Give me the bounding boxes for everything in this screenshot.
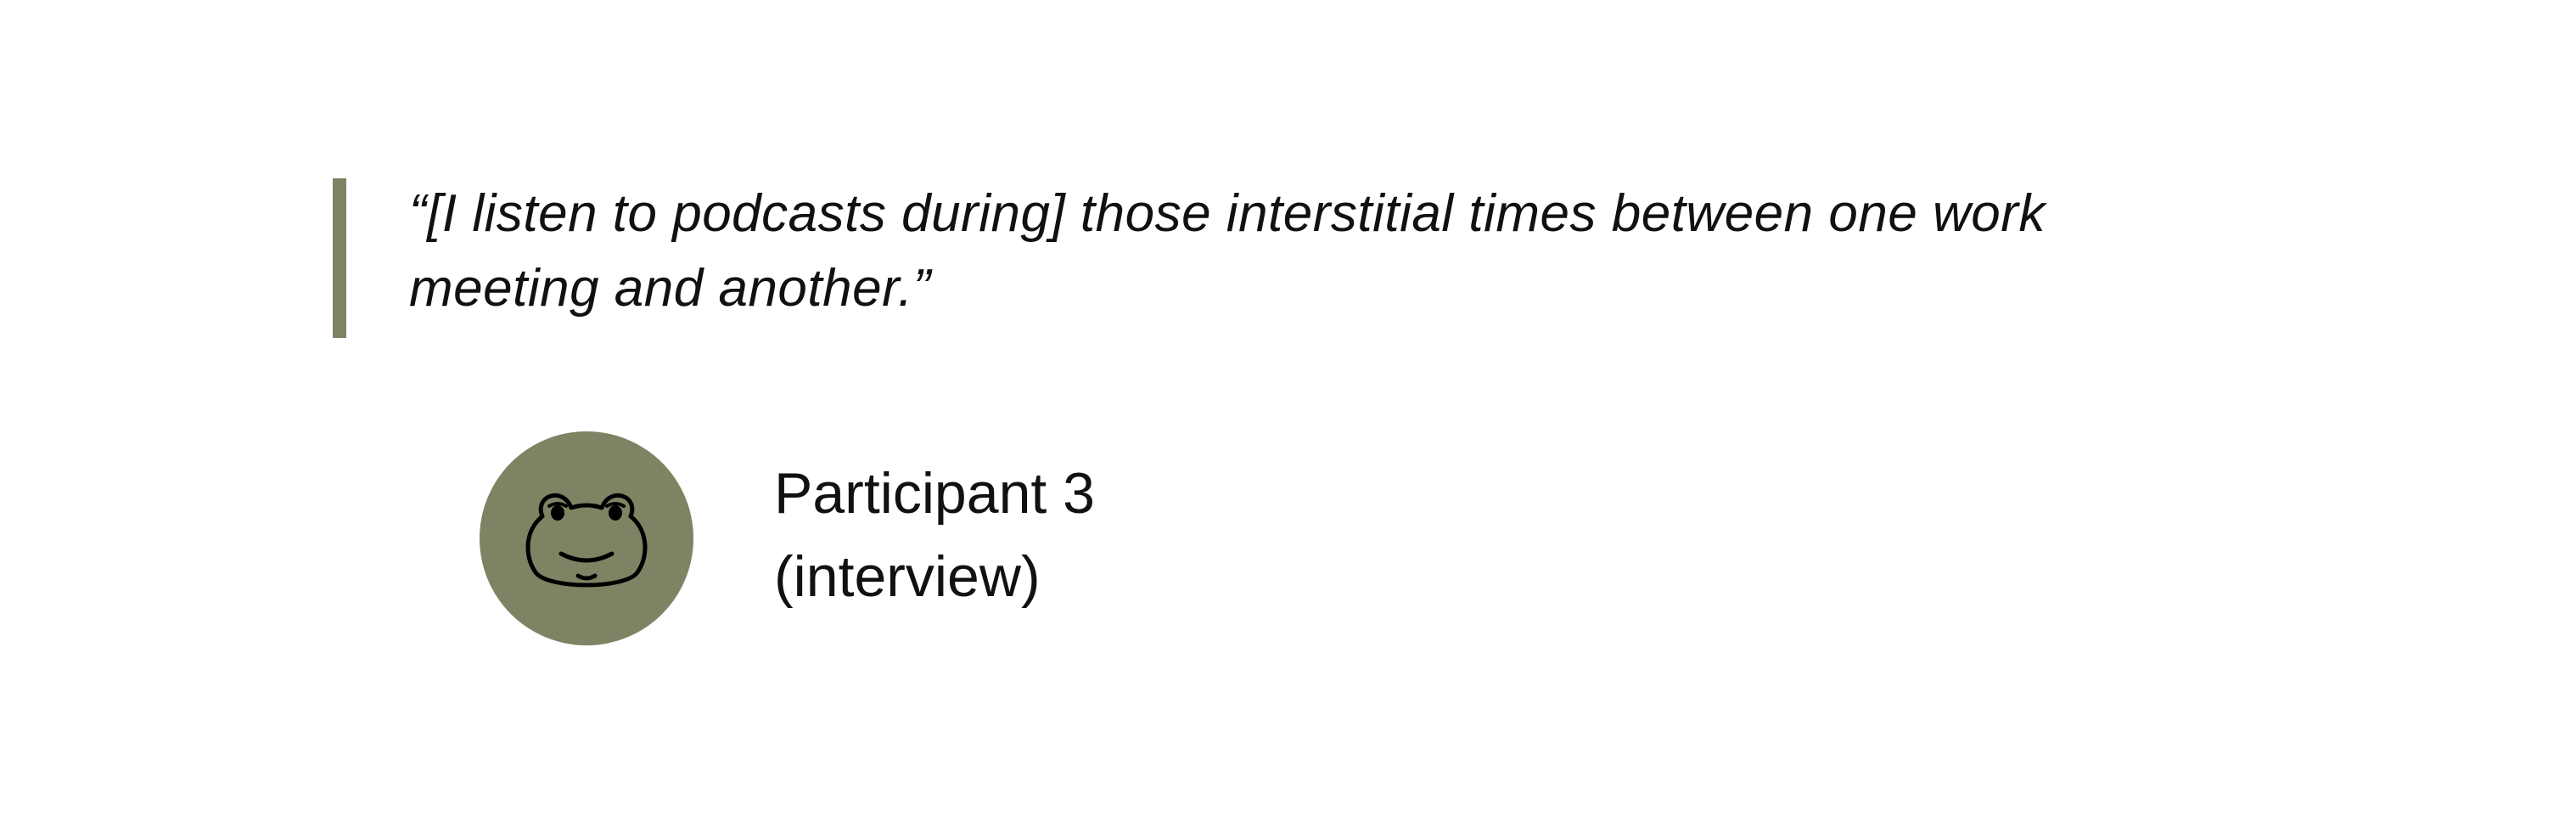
quote-line: “[I listen to podcasts during] those interstitial times between one work (409, 184, 2046, 243)
pull-quote (409, 177, 2276, 326)
avatar (480, 431, 693, 645)
participant-method: (interview) (774, 544, 1041, 609)
quote-accent-bar (333, 178, 346, 338)
frog-face-icon (480, 431, 693, 645)
participant-attribution (774, 452, 1095, 618)
quote-line: meeting and another.” (409, 259, 931, 318)
participant-name: Participant 3 (774, 461, 1095, 526)
